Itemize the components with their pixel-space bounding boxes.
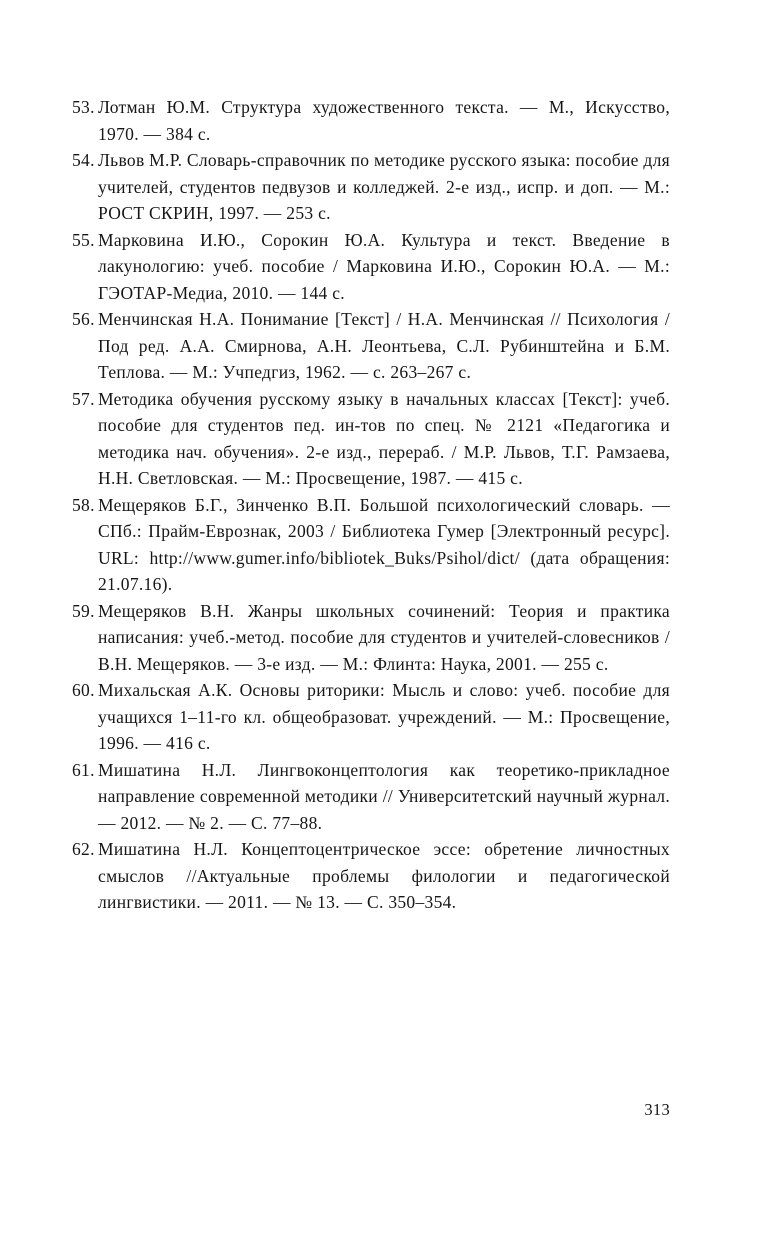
bibliography-entry — [72, 598, 670, 678]
entry-text: Менчинская Н.А. Понимание [Текст] / Н.А. Менчинская // Психология / Под ред. А.А. Смирнова, А.Н. Леонтьева, С.Л. Рубинштейна и Б.М. Теплова. — М.: Учпедгиз, 1962. — с. 263–267 с. — [98, 309, 670, 382]
bibliography-entry — [72, 306, 670, 386]
bibliography-entry — [72, 677, 670, 757]
bibliography-entry — [72, 757, 670, 837]
entry-number: 59. — [72, 600, 95, 621]
entry-text: Мещеряков Б.Г., Зинченко В.П. Большой психологический словарь. — СПб.: Прайм-Еврознак, 2003 / Библиотека Гумер [Электронный ресурс]. URL: http://www.gumer.info/bibliotek_Buks/Psihol/dict/ (дата обращения: 21.07.16). — [98, 494, 670, 594]
bibliography-entry — [72, 147, 670, 227]
entry-number: 62. — [72, 839, 95, 859]
entry-number: 60. — [72, 680, 95, 700]
entry-number: 54. — [72, 150, 95, 170]
entry-text: Мещеряков В.Н. Жанры школьных сочинений: Теория и практика написания: учеб.-метод. пособие для студентов и учителей-словесников / В.Н. Мещеряков. — 3-е изд. — М.: Флинта: Наука, 2001. — 255 с. — [98, 600, 670, 674]
entry-number: 58. — [72, 494, 95, 515]
entry-text: Михальская А.К. Основы риторики: Мысль и слово: учеб. пособие для учащихся 1–11-го кл. общеобразоват. учреждений. — М.: Просвещение, 1996. — 416 с. — [98, 680, 670, 753]
entry-text: Методика обучения русскому языку в начальных классах [Текст]: учеб. пособие для студентов пед. ин-тов по спец. № 2121 «Педагогика и методика нач. обучения». 2-е изд., перераб. / М.Р. Львов, Т.Г. Рамзаева, Н.Н. Светловская. — М.: Просвещение, 1987. — 415 с. — [98, 388, 670, 488]
bibliography-entry — [72, 386, 670, 492]
entry-number: 55. — [72, 229, 95, 250]
bibliography-list — [72, 94, 670, 916]
bibliography-entry — [72, 94, 670, 147]
bibliography-entry — [72, 836, 670, 916]
entry-number: 56. — [72, 309, 95, 329]
bibliography-entry — [72, 227, 670, 307]
entry-number: 57. — [72, 388, 95, 409]
page-number: 313 — [644, 1100, 670, 1119]
entry-text: Мишатина Н.Л. Лингвоконцептология как теоретико-прикладное направление современной методики // Университетский научный журнал. — 2012. — № 2. — С. 77–88. — [98, 759, 670, 833]
entry-number: 53. — [72, 97, 95, 117]
entry-text: Лотман Ю.М. Структура художественного текста. — М., Искусство, 1970. — 384 с. — [98, 97, 670, 144]
entry-text: Львов М.Р. Словарь-справочник по методике русского языка: пособие для учителей, студентов педвузов и колледжей. 2-е изд., испр. и доп. — М.: РОСТ СКРИН, 1997. — 253 с. — [98, 150, 670, 223]
entry-number: 61. — [72, 759, 95, 780]
entry-text: Марковина И.Ю., Сорокин Ю.А. Культура и текст. Введение в лакунологию: учеб. пособие / Марковина И.Ю., Сорокин Ю.А. — М.: ГЭОТАР-Медиа, 2010. — 144 с. — [98, 229, 670, 303]
entry-text: Мишатина Н.Л. Концептоцентрическое эссе: обретение личностных смыслов //Актуальные проблемы филологии и педагогической лингвистики. — 2011. — № 13. — С. 350–354. — [98, 839, 670, 912]
bibliography-entry — [72, 492, 670, 598]
